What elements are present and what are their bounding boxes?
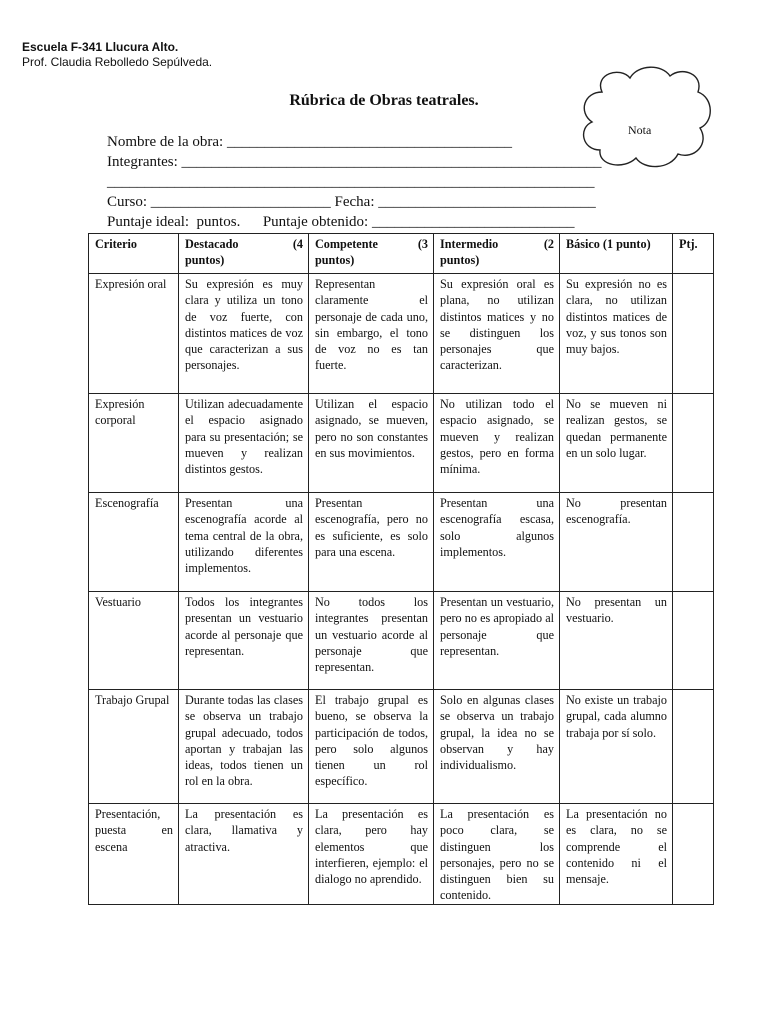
- table-header-row: [89, 234, 714, 274]
- criterio-cell: Presentación, puesta en escena: [89, 804, 179, 905]
- puntaje-field[interactable]: Puntaje ideal: puntos. Puntaje obtenido: ___________________________: [107, 214, 575, 230]
- header-competente-unit: puntos): [315, 253, 355, 268]
- school-name: Escuela F-341 Llucura Alto.: [22, 40, 179, 54]
- teacher-name: Prof. Claudia Rebolledo Sepúlveda.: [22, 55, 213, 69]
- header-competente-text: Competente: [315, 237, 378, 251]
- intermedio-cell: Solo en algunas clases se observa un trabajo grupal, la idea no se observan y hay individualismo.: [434, 690, 560, 804]
- competente-cell: Utilizan el espacio asignado, se mueven, pero no son constantes en sus movimientos.: [309, 394, 434, 493]
- destacado-cell: Su expresión es muy clara y utiliza un tono de voz fuerte, con distintos matices de voz que caracterizan a sus personajes.: [179, 274, 309, 394]
- integrantes-field-line2[interactable]: _________________________________________________________________: [107, 174, 595, 190]
- ptj-cell[interactable]: [673, 690, 714, 804]
- ptj-cell[interactable]: [673, 804, 714, 905]
- curso-fecha-field[interactable]: Curso: ________________________ Fecha: _____________________________: [107, 194, 596, 210]
- table-row: [89, 493, 714, 592]
- header-intermedio: [434, 234, 560, 274]
- destacado-cell: La presentación es clara, llamativa y atractiva.: [179, 804, 309, 905]
- table-row: [89, 690, 714, 804]
- header-competente-num: (3: [417, 237, 428, 251]
- basico-cell: No existe un trabajo grupal, cada alumno trabaja por sí solo.: [560, 690, 673, 804]
- destacado-cell: Presentan una escenografía acorde al tema central de la obra, utilizando diferentes implementos.: [179, 493, 309, 592]
- basico-cell: Su expresión no es clara, no utilizan distintos matices de voz, y sus tonos son muy bajos.: [560, 274, 673, 394]
- ptj-cell[interactable]: [673, 394, 714, 493]
- intermedio-cell: No utilizan todo el espacio asignado, se mueven y realizan gestos, pero en forma mínima.: [434, 394, 560, 493]
- criterio-cell: Vestuario: [89, 592, 179, 690]
- competente-cell: La presentación es clara, pero hay elementos que interfieren, ejemplo: el dialogo no aprendido.: [309, 804, 434, 905]
- basico-cell: No presentan un vestuario.: [560, 592, 673, 690]
- header-destacado-num: (4: [292, 237, 303, 251]
- ptj-cell[interactable]: [673, 274, 714, 394]
- header-basico: Básico (1 punto): [560, 234, 673, 274]
- competente-cell: El trabajo grupal es bueno, se observa la participación de todos, pero solo algunos tienen un rol específico.: [309, 690, 434, 804]
- header-destacado-text: Destacado: [185, 237, 239, 251]
- rubric-table: [88, 233, 714, 905]
- header-destacado: [179, 234, 309, 274]
- header-criterio: Criterio: [89, 234, 179, 274]
- intermedio-cell: La presentación es poco clara, se distinguen los personajes, pero no se distinguen bien su contenido.: [434, 804, 560, 905]
- table-row: [89, 592, 714, 690]
- criterio-cell: Expresión corporal: [89, 394, 179, 493]
- criterio-cell: Expresión oral: [89, 274, 179, 394]
- header-ptj: Ptj.: [673, 234, 714, 274]
- header-destacado-unit: puntos): [185, 253, 225, 268]
- header-intermedio-num: (2: [543, 237, 554, 251]
- header-intermedio-unit: puntos): [440, 253, 480, 268]
- competente-cell: Representan claramente el personaje de cada uno, sin embargo, el tono de voz no es tan fuerte.: [309, 274, 434, 394]
- basico-cell: No presentan escenografía.: [560, 493, 673, 592]
- basico-cell: No se mueven ni realizan gestos, se quedan permanente en un solo lugar.: [560, 394, 673, 493]
- competente-cell: Presentan escenografía, pero no es suficiente, es solo para una escena.: [309, 493, 434, 592]
- criterio-cell: Escenografía: [89, 493, 179, 592]
- integrantes-field[interactable]: Integrantes: ________________________________________________________: [107, 154, 602, 170]
- header-competente: [309, 234, 434, 274]
- basico-cell: La presentación no es clara, no se comprende el contenido ni el mensaje.: [560, 804, 673, 905]
- ptj-cell[interactable]: [673, 493, 714, 592]
- competente-cell: No todos los integrantes presentan un vestuario acorde al personaje que representan.: [309, 592, 434, 690]
- table-row: [89, 804, 714, 905]
- table-row: [89, 394, 714, 493]
- ptj-cell[interactable]: [673, 592, 714, 690]
- header-intermedio-text: Intermedio: [440, 237, 499, 251]
- intermedio-cell: Presentan una escenografía escasa, solo algunos implementos.: [434, 493, 560, 592]
- destacado-cell: Utilizan adecuadamente el espacio asignado para su presentación; se mueven y realizan distintos gestos.: [179, 394, 309, 493]
- obra-field[interactable]: Nombre de la obra: ______________________________________: [107, 134, 512, 150]
- destacado-cell: Todos los integrantes presentan un vestuario acorde al personaje que representan.: [179, 592, 309, 690]
- intermedio-cell: Su expresión oral es plana, no utilizan distintos matices y no se distinguen los personajes que caracterizan.: [434, 274, 560, 394]
- page-title: Rúbrica de Obras teatrales.: [289, 92, 479, 109]
- table-row: [89, 274, 714, 394]
- criterio-cell: Trabajo Grupal: [89, 690, 179, 804]
- intermedio-cell: Presentan un vestuario, pero no es apropiado al personaje que representan.: [434, 592, 560, 690]
- nota-label: Nota: [628, 123, 652, 137]
- destacado-cell: Durante todas las clases se observa un trabajo grupal adecuado, todos aportan y trabajan las ideas, todos tienen un rol en la obra.: [179, 690, 309, 804]
